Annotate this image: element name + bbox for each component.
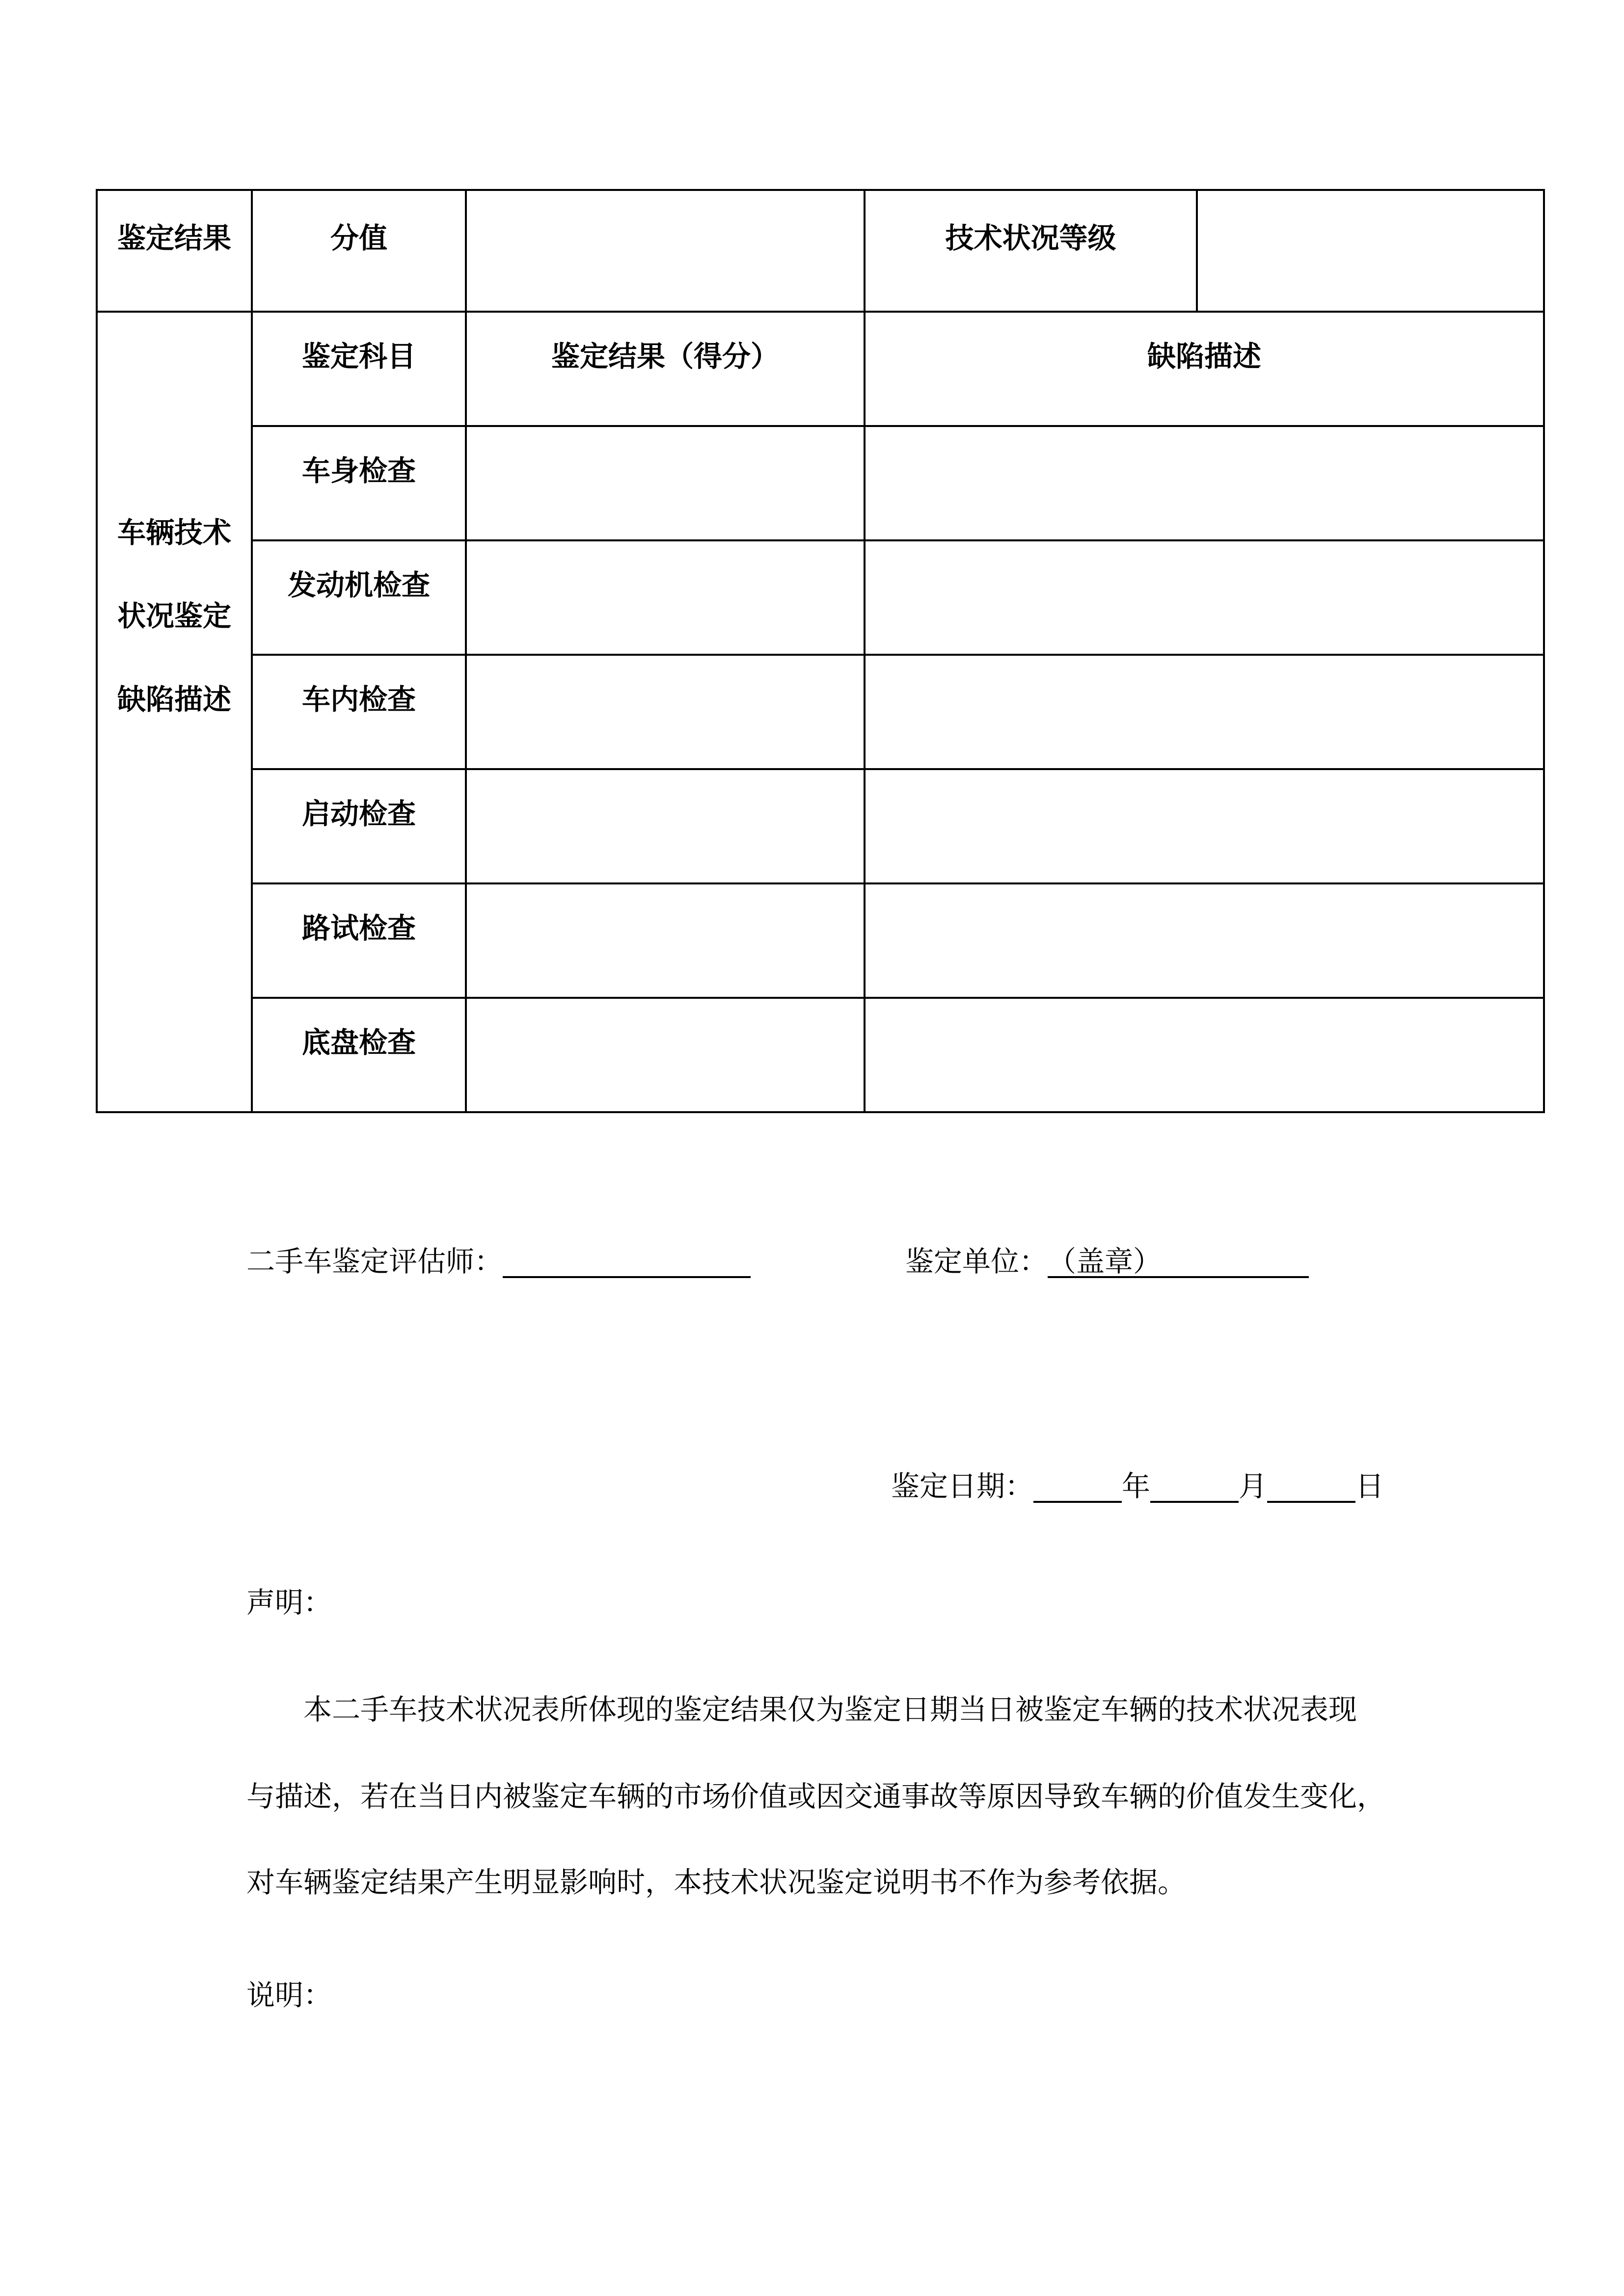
table-row [97, 312, 1544, 426]
statement-heading: 声明： [246, 1587, 332, 1619]
subject-cell: 底盘检查 [252, 998, 466, 1112]
notes-heading: 说明： [246, 1979, 332, 2011]
table-row [97, 883, 1544, 998]
statement-line: 对车辆鉴定结果产生明显影响时，本技术状况鉴定说明书不作为参考依据。 [246, 1867, 1187, 1898]
seal-label: （盖章） [1048, 1246, 1162, 1278]
date-label: 鉴定日期： [891, 1470, 1034, 1502]
result-cell[interactable] [466, 426, 865, 540]
table-row [97, 769, 1544, 883]
appraisal-result-table [96, 189, 1545, 1113]
result-cell[interactable] [466, 540, 865, 655]
section-label-line: 车辆技术 [117, 516, 231, 549]
table-row [97, 190, 1544, 312]
appraiser-signature-blank[interactable] [503, 1248, 751, 1278]
unit-row [905, 1248, 1309, 1278]
result-cell[interactable] [466, 769, 865, 883]
result-label-cell: 鉴定结果 [97, 190, 252, 312]
subject-cell: 车身检查 [252, 426, 466, 540]
result-cell[interactable] [466, 998, 865, 1112]
year-blank[interactable] [1033, 1472, 1122, 1503]
result-header-cell: 鉴定结果（得分） [466, 312, 865, 426]
subject-cell: 启动检查 [252, 769, 466, 883]
day-label: 日 [1355, 1470, 1384, 1502]
defect-cell[interactable] [865, 426, 1544, 540]
section-label-line: 状况鉴定 [117, 600, 231, 632]
grade-value-cell[interactable] [1197, 190, 1544, 312]
defect-cell[interactable] [865, 655, 1544, 769]
table-row [97, 540, 1544, 655]
unit-label: 鉴定单位： [905, 1246, 1048, 1278]
subject-cell: 路试检查 [252, 883, 466, 998]
day-blank[interactable] [1267, 1472, 1355, 1503]
defect-cell[interactable] [865, 540, 1544, 655]
table-row [97, 655, 1544, 769]
result-cell[interactable] [466, 655, 865, 769]
section-label-spacer [170, 742, 178, 825]
date-row [891, 1472, 1384, 1503]
section-label-line: 缺陷描述 [117, 683, 231, 716]
subject-cell: 车内检查 [252, 655, 466, 769]
statement-line: 本二手车技术状况表所体现的鉴定结果仅为鉴定日期当日被鉴定车辆的技术状况表现 [303, 1694, 1357, 1726]
defect-cell[interactable] [865, 769, 1544, 883]
defect-header-cell: 缺陷描述 [865, 312, 1544, 426]
statement-line: 与描述，若在当日内被鉴定车辆的市场价值或因交通事故等原因导致车辆的价值发生变化， [246, 1781, 1386, 1813]
score-value-cell[interactable] [466, 190, 865, 312]
signature-row [246, 1248, 751, 1278]
subject-header-cell: 鉴定科目 [252, 312, 466, 426]
defect-cell[interactable] [865, 998, 1544, 1112]
table-row [97, 998, 1544, 1112]
table-row [97, 426, 1544, 540]
score-label-cell: 分值 [252, 190, 466, 312]
year-label: 年 [1122, 1470, 1151, 1502]
defect-cell[interactable] [865, 883, 1544, 998]
result-cell[interactable] [466, 883, 865, 998]
section-label-cell [97, 312, 252, 1112]
subject-cell: 发动机检查 [252, 540, 466, 655]
grade-label-cell: 技术状况等级 [865, 190, 1197, 312]
unit-seal-blank[interactable] [1048, 1248, 1309, 1278]
month-label: 月 [1239, 1470, 1268, 1502]
appraiser-label: 二手车鉴定评估师： [246, 1246, 503, 1278]
month-blank[interactable] [1150, 1472, 1239, 1503]
section-label-stack [100, 491, 249, 825]
